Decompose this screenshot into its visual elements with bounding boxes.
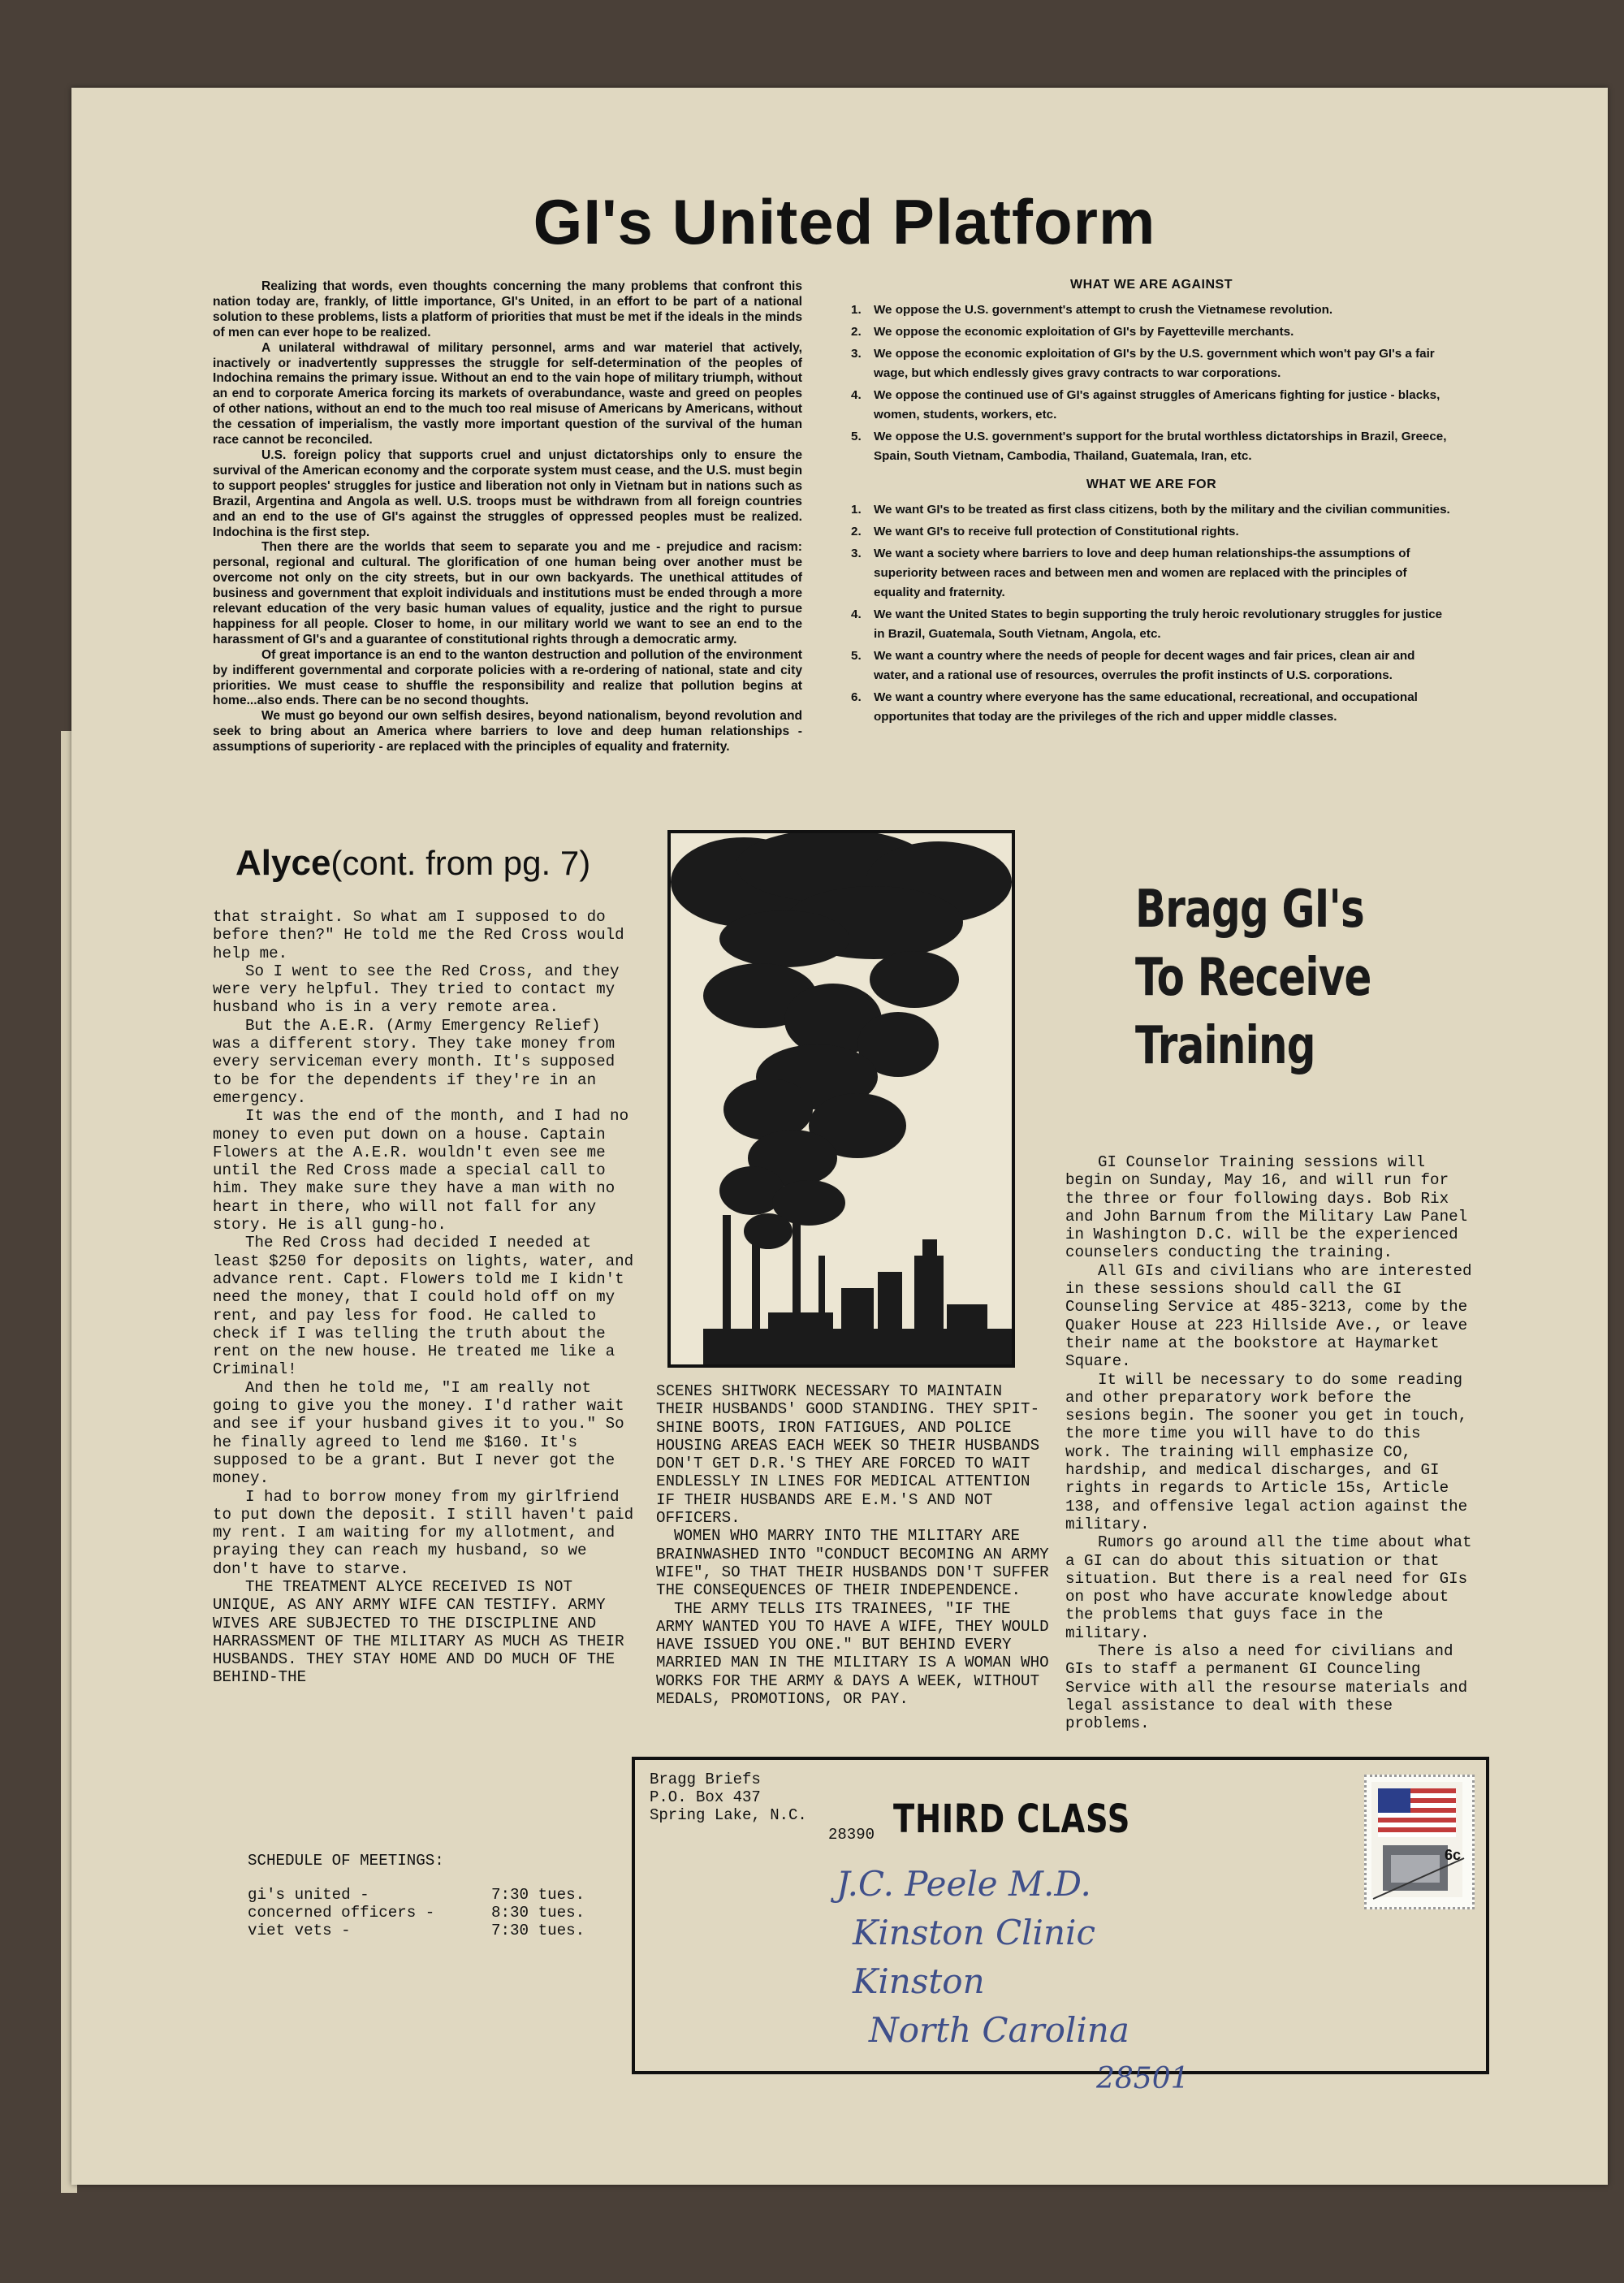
item-text: We oppose the economic exploitation of GI's by Fayetteville merchants.: [874, 325, 1294, 339]
meeting-time: 7:30 tues.: [491, 1922, 585, 1939]
for-item: [851, 522, 1452, 542]
bragg-paragraph: Rumors go around all the time about what a GI can do about this situation or that situation. But there is a real need for GIs on post who have accurate knowledge about the problems that guys face in the military.: [1065, 1533, 1472, 1642]
army-wives-article: [656, 1382, 1054, 1708]
for-item: [851, 544, 1452, 603]
smokestack-photo: [667, 830, 1015, 1368]
for-item: [851, 605, 1452, 644]
item-number: 4.: [851, 388, 862, 402]
bragg-paragraph: All GIs and civilians who are interested in these sessions should call the GI Counseling Service at 485-3213, come by the Quaker House at 223 Hillside Ave., or leave their name at the bookstore at Haymarket Square.: [1065, 1261, 1472, 1371]
meeting-time: 7:30 tues.: [491, 1886, 585, 1904]
page-title: GI's United Platform: [533, 186, 1156, 257]
alyce-paragraph: It was the end of the month, and I had no money to even put down on a house. Captain Flowers at the A.E.R. wouldn't even see me until the Red Cross made a special call to him. They make sure they have a man with no heart in there, who will not fall for any story. He is all gung-ho.: [213, 1107, 629, 1234]
item-text: We want GI's to be treated as first class citizens, both by the military and the civilian communities.: [874, 503, 1450, 517]
flag-stamp-icon: [1367, 1777, 1467, 1902]
intro-paragraph: Realizing that words, even thoughts concerning the many problems that confront this nation today are, frankly, of little importance, GI's United, in an effort to be part of a national solution to these problems, lists a platform of priorities that must be met if the ideals in the minds of men can ever hope to be realized.: [213, 279, 802, 339]
bragg-paragraph: There is also a need for civilians and GIs to staff a permanent GI Counceling Service with all the resourse materials and legal assistance to deal with these problems.: [1065, 1642, 1468, 1733]
intro-paragraph: U.S. foreign policy that supports cruel and unjust dictatorships only to ensure the survival of the American economy and the corporate system must cease, and the U.S. must begin to support peoples' struggles for justice and liberation not only in Vietnam but in nations such as Brazil, Argentina and Angola as well. U.S. troops must be withdrawn from all foreign countries and an end to the use of GI's against the struggles of oppressed peoples must be realized. Indochina is the first step.: [213, 448, 802, 539]
schedule-row: [248, 1886, 629, 1904]
army-wives-paragraph: SCENES SHITWORK NECESSARY TO MAINTAIN THEIR HUSBANDS' GOOD STANDING. THEY SPIT-SHINE BOOTS, IRON FATIGUES, AND POLICE HOUSING AREAS EACH WEEK SO THEIR HUSBANDS DON'T GET D.R.'S THEY ARE FORCED TO WAIT ENDLESSLY IN LINES FOR MEDICAL ATTENTION IF THEIR HUSBANDS ARE E.M.'S AND NOT OFFICERS.: [656, 1382, 1040, 1528]
item-number: 3.: [851, 547, 862, 560]
bragg-training-heading: [1135, 876, 1376, 1080]
handwritten-recipient: [836, 1860, 1190, 2104]
item-text: We want a country where everyone has the same educational, recreational, and occupational opportunites that today are the privileges of the rich and upper middle classes.: [874, 690, 1418, 724]
alyce-paragraph: I had to borrow money from my girlfriend to put down the deposit. I still haven't paid my rent. I am waiting for my allotment, and praying they can reach my husband, so we don't have to starve.: [213, 1487, 634, 1578]
schedule-heading: SCHEDULE OF MEETINGS:: [248, 1852, 444, 1870]
alyce-article: [213, 908, 635, 1687]
alyce-continued: (cont. from pg. 7): [330, 844, 591, 882]
for-item: [851, 646, 1452, 685]
meeting-name: concerned officers -: [248, 1904, 435, 1922]
against-item: [851, 322, 1452, 342]
item-number: 1.: [851, 303, 862, 317]
against-item: [851, 386, 1452, 425]
item-text: We want a country where the needs of people for decent wages and fair prices, clean air and water, and a rational use of resources, overrules the profit instincts of U.S. corporations.: [874, 649, 1415, 682]
return-zip: 28390: [828, 1826, 875, 1844]
item-number: 2.: [851, 525, 862, 538]
alyce-paragraph: THE TREATMENT ALYCE RECEIVED IS NOT UNIQUE, AS ANY ARMY WIFE CAN TESTIFY. ARMY WIVES ARE SUBJECTED TO THE DISCIPLINE AND HARRASSMENT OF THE MILITARY AS MUCH AS THEIR HUSBANDS. THEY STAY HOME AND DO MUCH OF THE BEHIND-THE: [213, 1577, 624, 1687]
stamp-value: 6c: [1445, 1847, 1462, 1863]
against-heading: WHAT WE ARE AGAINST: [1070, 278, 1233, 292]
schedule-rows: [248, 1886, 629, 1939]
return-address-line: Bragg Briefs: [650, 1771, 761, 1788]
item-text: We oppose the U.S. government's attempt to crush the Vietnamese revolution.: [874, 303, 1333, 317]
item-number: 5.: [851, 430, 862, 443]
return-address-line: Spring Lake, N.C.: [650, 1806, 807, 1824]
item-number: 3.: [851, 347, 862, 361]
recipient-line: North Carolina: [869, 2010, 1129, 2050]
bragg-heading-line: Training: [1135, 1016, 1315, 1076]
item-text: We oppose the U.S. government's support for the brutal worthless dictatorships in Brazil, Greece, Spain, South Vietnam, Cambodia, Thailand, Guatemala, Iran, etc.: [874, 430, 1447, 463]
meeting-name: viet vets -: [248, 1922, 351, 1939]
intro-paragraph: A unilateral withdrawal of military personnel, arms and war materiel that actively, inactively or inadvertently suppresses the struggle for self-determination of the peoples of Indochina remains the primary issue. Without an end to the vain hope of military triumph, without an end to corporate America forcing its markets of overabundance, waste and greed on peoples of other nations, without an end to the much too real misuse of Americans by Americans, without the cessation of imperialism, the vastly more important question of the survival of the human race cannot be reconciled.: [213, 340, 802, 448]
postage-stamp: [1364, 1775, 1475, 1909]
item-text: We oppose the continued use of GI's against struggles of Americans fighting for justice - blacks, women, students, workers, etc.: [874, 388, 1440, 422]
platform-lists: [851, 275, 1452, 729]
item-number: 5.: [851, 649, 862, 663]
alyce-paragraph: So I went to see the Red Cross, and they were very helpful. They tried to contact my husband who is in a very remote area.: [213, 962, 620, 1017]
bragg-training-article: [1065, 1153, 1476, 1733]
recipient-line: 28501: [1096, 2062, 1190, 2095]
for-heading: WHAT WE ARE FOR: [1086, 478, 1217, 491]
for-item: [851, 688, 1452, 727]
bragg-heading-line: To Receive: [1135, 948, 1371, 1008]
meeting-schedule: [248, 1852, 629, 1939]
recipient-line: J.C. Peele M.D.: [836, 1864, 1091, 1904]
item-number: 2.: [851, 325, 862, 339]
alyce-heading: [235, 843, 590, 884]
intro-paragraph: Then there are the worlds that seem to separate you and me - prejudice and racism: personal, regional and cultural. The glorification of one human being over another must be overcome not only on the city streets, but in our own backyards. The unethical attitudes of business and government that exploit individuals and institutions must be ended through a more relevant education of the very basic human values of equality, justice and the right to pursue happiness for all people. Closer to home, in our military world we want to see an end to the harassment of GI's and a guarantee of constitutional rights through a democratic army.: [213, 540, 802, 646]
item-text: We want a society where barriers to love and deep human relationships-the assumptions of superiority between races and between men and women are replaced with the principles of equality and fraternity.: [874, 547, 1410, 599]
bragg-paragraph: GI Counselor Training sessions will begin on Sunday, May 16, and will run for the three or four following days. Bob Rix and John Barnum from the Military Law Panel in Washington D.C. will be the experienced counselers conducting the training.: [1065, 1153, 1468, 1262]
for-list: [851, 500, 1452, 727]
alyce-paragraph: The Red Cross had decided I needed at least $250 for deposits on lights, water, and advance rent. Capt. Flowers told me I kidn't need the money, that I could hold off on my rent, and pay less for food. He called to check if I was telling the truth about the rent on the new house. He treated me like a Criminal!: [213, 1234, 634, 1379]
recipient-line: Kinston: [853, 1961, 985, 2001]
for-item: [851, 500, 1452, 520]
against-list: [851, 301, 1452, 466]
meeting-name: gi's united -: [248, 1886, 369, 1904]
alyce-title: Alyce: [235, 843, 331, 883]
against-item: [851, 301, 1452, 320]
postage-class: THIRD CLASS: [893, 1797, 1131, 1842]
schedule-row: [248, 1922, 629, 1939]
army-wives-paragraph: THE ARMY TELLS ITS TRAINEES, "IF THE ARMY WANTED YOU TO HAVE A WIFE, THEY WOULD HAVE ISSUED YOU ONE." BUT BEHIND EVERY MARRIED MAN IN THE MILITARY IS A WOMAN WHO WORKS FOR THE ARMY & DAYS A WEEK, WITHOUT MEDALS, PROMOTIONS, OR PAY.: [656, 1599, 1049, 1709]
schedule-row: [248, 1904, 629, 1922]
return-address-line: P.O. Box 437: [650, 1788, 761, 1806]
alyce-paragraph: But the A.E.R. (Army Emergency Relief) was a different story. They take money from every serviceman every month. It's supposed to be for the dependents if they're in an emergency.: [213, 1016, 615, 1107]
return-address: [650, 1771, 807, 1824]
alyce-paragraph: And then he told me, "I am really not going to give you the money. I'd rather wait and see if your husband gives it to you." So he finally agreed to lend me $160. It's supposed to be a grant. But I never got the money.: [213, 1378, 624, 1488]
item-number: 1.: [851, 503, 862, 517]
platform-intro: [213, 279, 802, 755]
bragg-paragraph: It will be necessary to do some reading and other preparatory work before the sesions begin. The sooner you get in touch, the more time you will have to do this work. The training will emphasize CO, hardship, and medical discharges, and GI rights in regards to Article 15s, Article 138, and offensive legal action against the military.: [1065, 1370, 1468, 1533]
smokestack-illustration: [671, 833, 1012, 1364]
meeting-time: 8:30 tues.: [491, 1904, 585, 1922]
recipient-line: Kinston Clinic: [853, 1913, 1095, 1952]
item-text: We oppose the economic exploitation of GI's by the U.S. government which won't pay GI's a fair wage, but which endlessly gives gravy contracts to war corporations.: [874, 347, 1435, 380]
item-text: We want GI's to receive full protection of Constitutional rights.: [874, 525, 1239, 538]
bragg-heading-line: Bragg GI's: [1135, 880, 1364, 940]
against-item: [851, 344, 1452, 383]
item-number: 6.: [851, 690, 862, 704]
alyce-paragraph: that straight. So what am I supposed to do before then?" He told me the Red Cross would help me.: [213, 908, 624, 962]
item-number: 4.: [851, 608, 862, 621]
army-wives-paragraph: WOMEN WHO MARRY INTO THE MILITARY ARE BRAINWASHED INTO "CONDUCT BECOMING AN ARMY WIFE", SO THAT THEIR HUSBANDS DON'T SUFFER THE CONSEQUENCES OF THEIR INDEPENDENCE.: [656, 1527, 1049, 1600]
item-text: We want the United States to begin supporting the truly heroic revolutionary struggles for justice in Brazil, Guatemala, South Vietnam, Angola, etc.: [874, 608, 1443, 641]
intro-paragraph: Of great importance is an end to the wanton destruction and pollution of the environment by indifferent governmental and corporate policies with a re-ordering of national, state and city priorities. We must cease to shuffle the responsibility and realize that pollution begins at home...also ends. There can be no second thoughts.: [213, 647, 802, 708]
against-item: [851, 427, 1452, 466]
intro-paragraph: We must go beyond our own selfish desires, beyond nationalism, beyond revolution and seek to bring about an America where barriers to love and deep human relationships - assumptions of superiority - are replaced with the principles of equality and fraternity.: [213, 709, 802, 755]
